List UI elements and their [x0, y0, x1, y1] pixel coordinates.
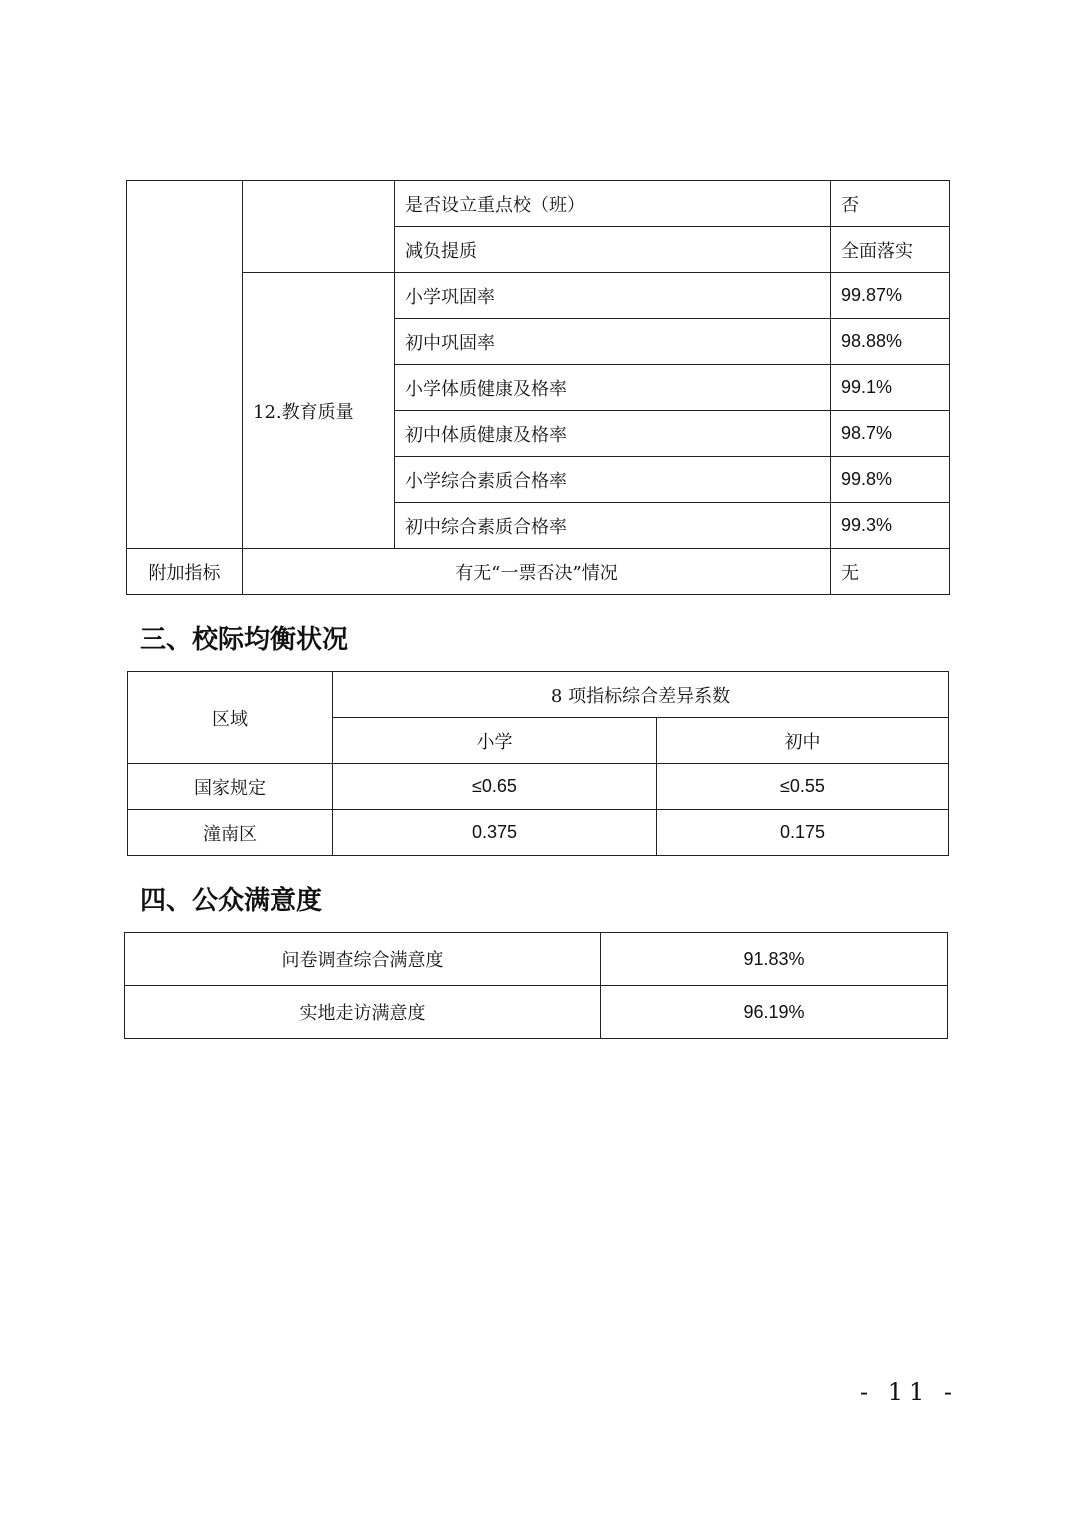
additional-indicator-value: 无	[831, 549, 950, 595]
item-label: 小学巩固率	[395, 273, 831, 319]
category-cell-empty	[127, 181, 243, 549]
junior-header: 初中	[657, 718, 949, 764]
item-value: 98.88%	[831, 319, 950, 365]
item-value: 否	[831, 181, 950, 227]
item-label: 小学综合素质合格率	[395, 457, 831, 503]
subcategory-cell-empty	[243, 181, 395, 273]
primary-value: ≤0.65	[333, 764, 657, 810]
item-label: 初中体质健康及格率	[395, 411, 831, 457]
region-cell: 国家规定	[128, 764, 333, 810]
section-heading-balance: 三、校际均衡状况	[140, 625, 349, 655]
quality-category-label: 12.教育质量	[243, 273, 395, 549]
junior-value: ≤0.55	[657, 764, 949, 810]
primary-value: 0.375	[333, 810, 657, 856]
indicator-table	[126, 180, 950, 595]
table-row	[128, 764, 949, 810]
table-row	[127, 181, 950, 227]
satisfaction-value: 96.19%	[601, 986, 948, 1039]
table-row	[128, 810, 949, 856]
table-row	[125, 986, 948, 1039]
satisfaction-table	[124, 932, 948, 1039]
item-value: 全面落实	[831, 227, 950, 273]
index-header: 8 项指标综合差异系数	[333, 672, 949, 718]
region-cell: 潼南区	[128, 810, 333, 856]
satisfaction-value: 91.83%	[601, 933, 948, 986]
satisfaction-item: 实地走访满意度	[125, 986, 601, 1039]
item-value: 99.3%	[831, 503, 950, 549]
item-value: 99.8%	[831, 457, 950, 503]
item-value: 98.7%	[831, 411, 950, 457]
section-heading-satisfaction: 四、公众满意度	[140, 886, 323, 916]
additional-indicator-item: 有无“一票否决”情况	[243, 549, 831, 595]
table-row	[127, 273, 950, 319]
page-number: - 11 -	[860, 1378, 959, 1406]
satisfaction-item: 问卷调查综合满意度	[125, 933, 601, 986]
item-label: 初中巩固率	[395, 319, 831, 365]
item-label: 减负提质	[395, 227, 831, 273]
table-row	[128, 672, 949, 718]
item-label: 小学体质健康及格率	[395, 365, 831, 411]
item-label: 初中综合素质合格率	[395, 503, 831, 549]
primary-header: 小学	[333, 718, 657, 764]
balance-table	[127, 671, 949, 856]
table-row	[125, 933, 948, 986]
item-value: 99.1%	[831, 365, 950, 411]
item-value: 99.87%	[831, 273, 950, 319]
region-header: 区域	[128, 672, 333, 764]
table-row	[127, 549, 950, 595]
additional-indicator-label: 附加指标	[127, 549, 243, 595]
item-label: 是否设立重点校（班）	[395, 181, 831, 227]
junior-value: 0.175	[657, 810, 949, 856]
